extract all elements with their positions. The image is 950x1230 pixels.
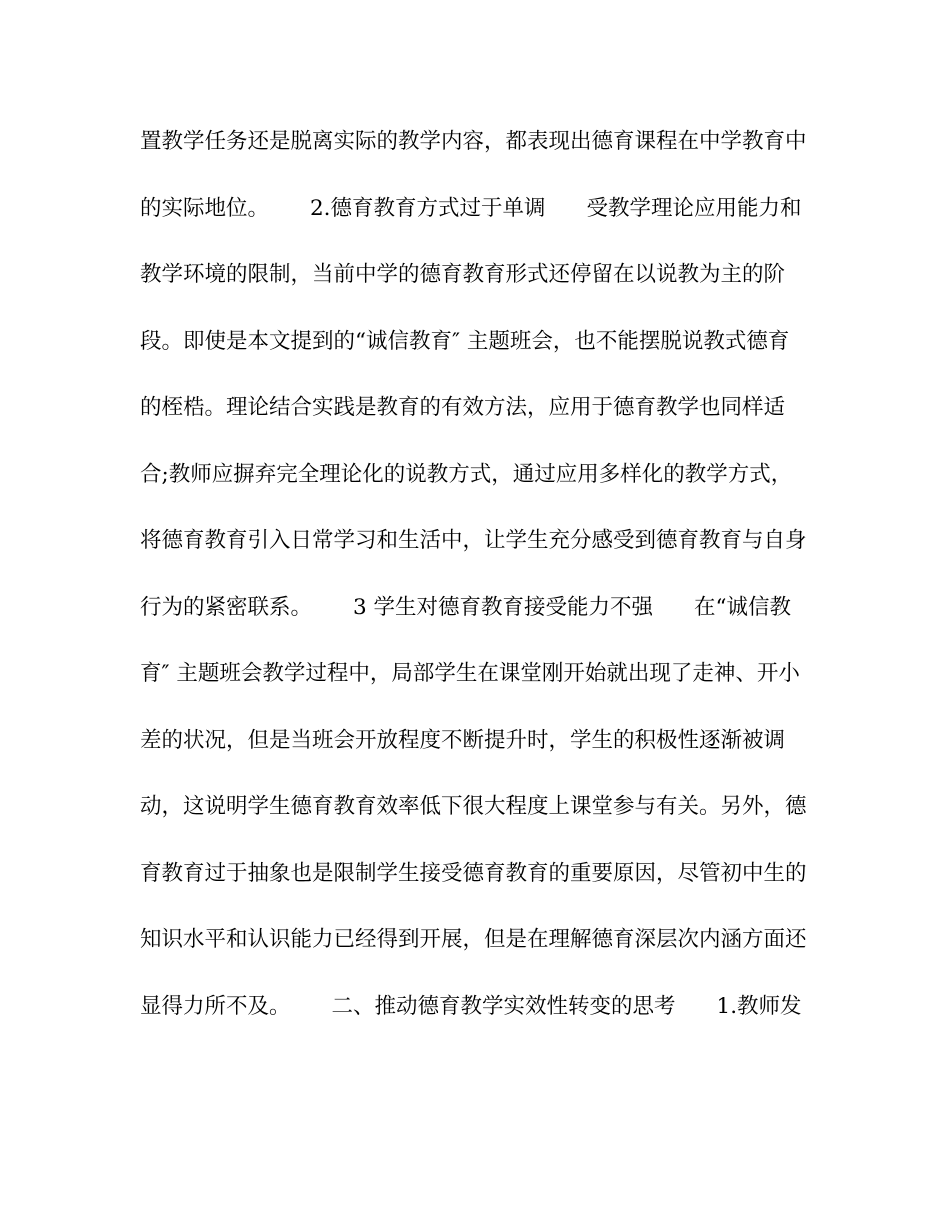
text-line: 知识水平和认识能力已经得到开展，但是在理解德育深层次内涵方面还 — [140, 927, 807, 952]
text-line: 行为的紧密联系。 3 学生对德育教育接受能力不强 在“诚信教 — [140, 594, 792, 620]
text-line: 段。即使是本文提到的“诚信教育″ 主题班会，也不能摆脱说教式德育 — [140, 328, 790, 354]
text-line: 育教育过于抽象也是限制学生接受德育教育的重要原因，尽管初中生的 — [140, 860, 807, 886]
text-line: 动，这说明学生德育教育效率低下很大程度上课堂参与有关。另外，德 — [140, 794, 807, 819]
text-line: 育″ 主题班会教学过程中，局部学生在课堂刚开始就出现了走神、开小 — [140, 661, 800, 686]
document-body — [140, 120, 820, 1051]
text-line: 将德育教育引入日常学习和生活中，让学生充分感受到德育教育与自身 — [140, 528, 807, 553]
text-line: 的桎梏。理论结合实践是教育的有效方法，应用于德育教学也同样适 — [140, 395, 786, 420]
text-line: 教学环境的限制，当前中学的德育教育形式还停留在以说教为主的阶 — [140, 262, 786, 287]
text-line: 的实际地位。 2.德育教育方式过于单调 受教学理论应用能力和 — [140, 195, 802, 221]
text-line: 显得力所不及。 二、推动德育教学实效性转变的思考 1.教师发 — [140, 993, 802, 1019]
text-line: 置教学任务还是脱离实际的教学内容，都表现出德育课程在中学教育中 — [140, 129, 807, 154]
text-line: 差的状况，但是当班会开放程度不断提升时，学生的积极性逐渐被调 — [140, 727, 786, 753]
text-line: 合;教师应摒弃完全理论化的说教方式，通过应用多样化的教学方式， — [140, 461, 793, 487]
